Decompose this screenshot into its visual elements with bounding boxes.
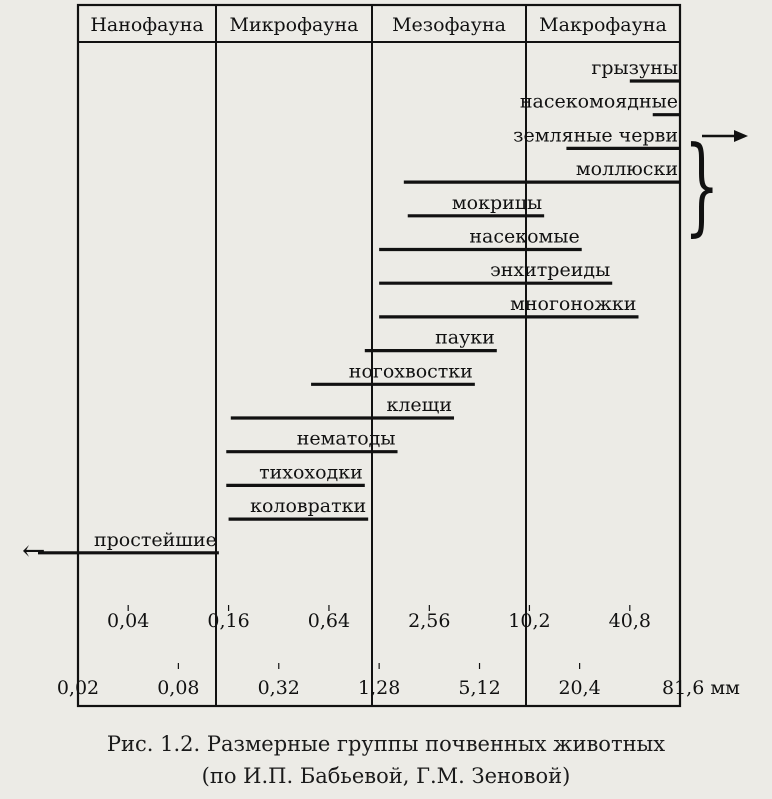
group-label: земляные черви [513,124,678,147]
tick-top: 0,16 [207,610,250,632]
left-arrow-icon: ← [22,533,46,567]
group-label: грызуны [591,57,678,79]
group-label: ногохвостки [348,360,473,383]
zone-header: Нанофауна [90,14,204,36]
group-label: моллюски [575,158,678,181]
tick-bottom: 81,6 мм [662,677,740,699]
group-label: энхитреиды [490,259,611,282]
tick-top: 0,04 [107,610,150,632]
tick-top: 40,8 [608,610,651,632]
tick-bottom: 0,08 [157,677,200,699]
group-label: мокрицы [451,191,543,214]
group-label: пауки [435,326,495,349]
caption-title: Рис. 1.2. Размерные группы почвенных животных [106,732,666,756]
zone-header: Мезофауна [392,14,506,36]
caption-source: (по И.П. Бабьевой, Г.М. Зеновой) [201,764,571,788]
right-brace-icon: } [684,123,720,247]
tick-bottom: 0,02 [56,677,100,699]
zone-header: Микрофауна [229,14,359,36]
tick-top: 10,2 [508,610,551,632]
group-label: тихоходки [259,461,363,484]
group-label: коловратки [250,495,367,518]
group-label: многоножки [510,292,637,315]
tick-bottom: 5,12 [458,677,501,699]
group-label: простейшие [93,528,217,551]
group-label: насекомые [469,225,580,248]
group-label: нематоды [296,427,396,450]
tick-bottom: 20,4 [558,677,601,699]
zone-header: Макрофауна [539,14,667,36]
figure-caption [0,728,772,792]
tick-bottom: 1,28 [357,677,401,699]
tick-top: 2,56 [408,610,451,632]
tick-top: 0,64 [307,610,351,632]
tick-bottom: 0,32 [257,677,300,699]
right-arrow-icon [734,130,748,142]
group-label: насекомоядные [519,90,678,113]
group-label: клещи [386,394,453,416]
